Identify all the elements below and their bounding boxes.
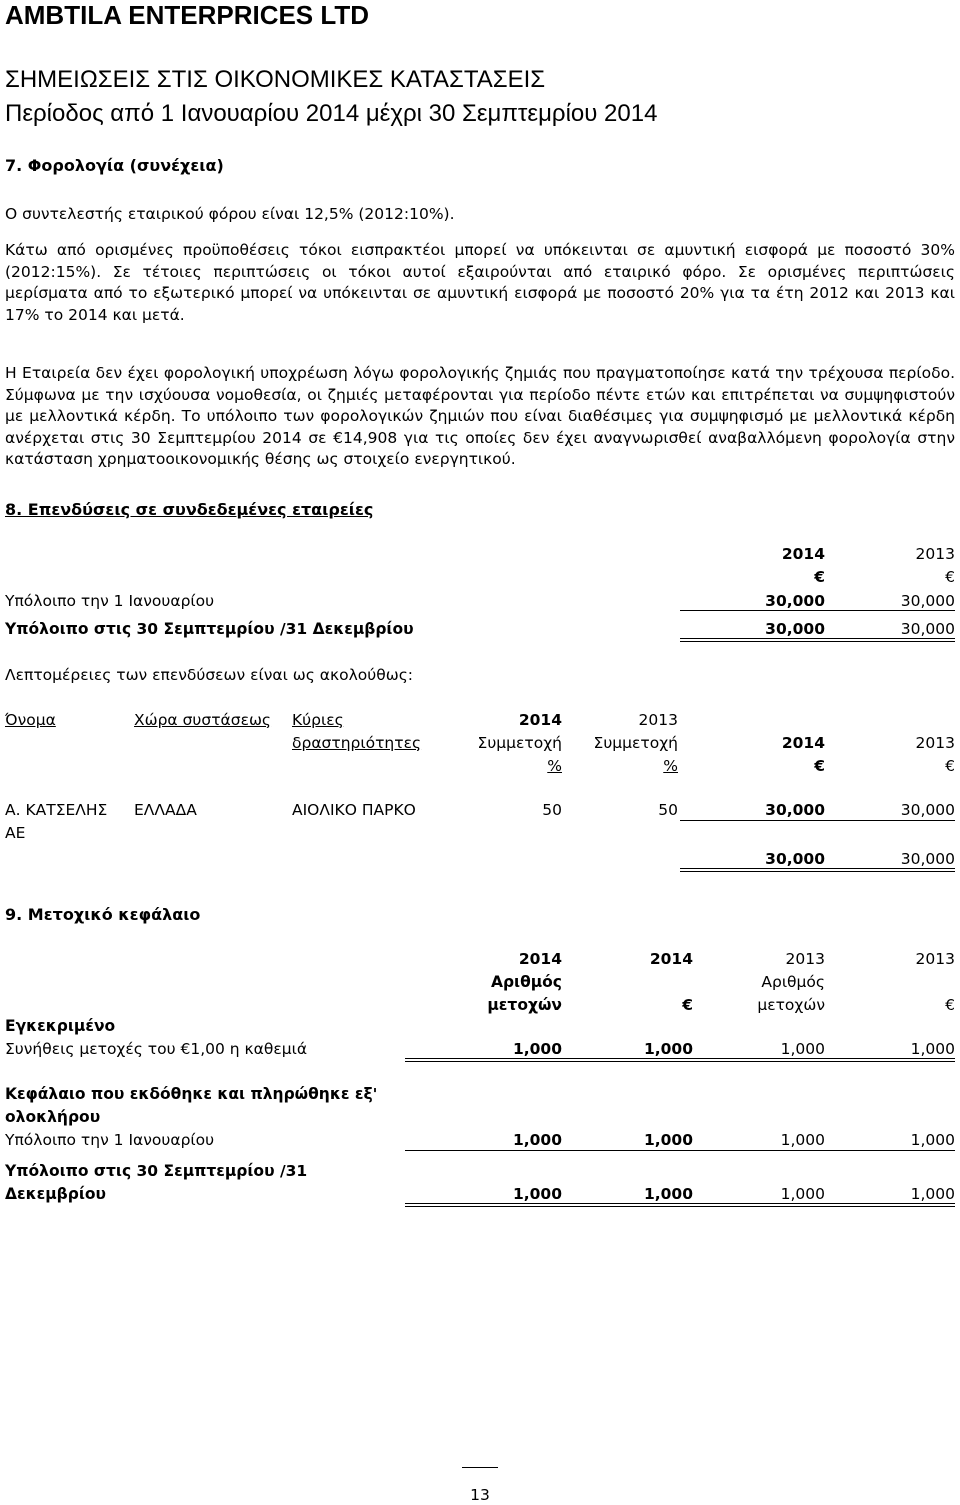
page-number-rule <box>462 1467 498 1468</box>
n9-opening-underline <box>405 1150 955 1151</box>
inv-total-double-underline <box>680 868 955 872</box>
currency-2013: € <box>945 568 955 586</box>
th-activity-2: δραστηριότητες <box>292 734 422 752</box>
note7-losses-paragraph: Η Εταιρεία δεν έχει φορολογική υποχρέωση λόγω φορολογικής ζημιάς που πραγματοποίησε κατά την τρέχουσα περίοδο. Σύμφωνα με την ισχύουσα νομοθεσία, οι ζημιές μεταφέρονται για περίοδο πέντε ετών και επιτρέπεται να συμψηφιστούν με μελλοντικά κέρδη. Το υπόλοιπο των φορολογικών ζημιών που είναι διαθέσιμες για συμψηφισμό με μελλοντικά κέρδη ανέρχεται στις 30 Σεμπτεμρίου 2014 σε €14,908 για τις οποίες δεν έχει αναγνωρισθεί αναβαλλόμενη φορολογία στην κατάσταση χρηματοοικονομικής θέσης ως στοιχείο ενεργητικού. <box>5 364 955 468</box>
investments-intro: Λεπτομέρειες των επενδύσεων είναι ως ακολούθως: <box>5 666 414 684</box>
col-2014: 2014 <box>781 545 825 563</box>
note7-tax-rate: Ο συντελεστής εταιρικού φόρου είναι 12,5% (2012:10%). <box>5 205 455 223</box>
company-name: AMBTILA ENTERPRICES LTD <box>5 0 369 30</box>
th-pct-2014: % <box>547 757 562 775</box>
issued-label-2: ολοκλήρου <box>5 1108 101 1126</box>
inv-total-2013: 30,000 <box>900 850 955 868</box>
n9-closing-eur-2014: 1,000 <box>643 1185 693 1203</box>
approved-label: Εγκεκριμένο <box>5 1017 116 1035</box>
n9-opening-shares-2014: 1,000 <box>512 1131 562 1149</box>
approved-row-label: Συνήθεις μετοχές του €1,00 η καθεμιά <box>5 1040 308 1058</box>
inv-pct-2013: 50 <box>658 801 678 819</box>
col-2013: 2013 <box>915 545 955 563</box>
inv-pct-2014: 50 <box>542 801 562 819</box>
approved-shares-2013: 1,000 <box>780 1040 825 1058</box>
n9-col1-year: 2014 <box>518 950 562 968</box>
th-country: Χώρα συστάσεως <box>134 711 272 729</box>
approved-shares-2014: 1,000 <box>512 1040 562 1058</box>
opening-balance-label: Υπόλοιπο την 1 Ιανουαρίου <box>5 592 215 610</box>
inv-activity: ΑΙΟΛΙΚΟ ΠΑΡΚΟ <box>292 801 416 819</box>
n9-col1-shares: μετοχών <box>487 996 562 1014</box>
n9-opening-shares-2013: 1,000 <box>780 1131 825 1149</box>
n9-col3-year: 2013 <box>785 950 825 968</box>
th-name: Όνομα <box>5 711 56 729</box>
th-part-2014: Συμμετοχή <box>477 734 562 752</box>
th-euro-2013: € <box>945 757 955 775</box>
closing-balance-label: Υπόλοιπο στις 30 Σεμπτεμρίου /31 Δεκεμβρίου <box>5 620 414 638</box>
th-part-year-2014: 2014 <box>518 711 562 729</box>
th-amount-2014: 2014 <box>781 734 825 752</box>
n9-col3-shares: μετοχών <box>757 996 825 1014</box>
n9-closing-eur-2013: 1,000 <box>910 1185 955 1203</box>
n9-opening-eur-2013: 1,000 <box>910 1131 955 1149</box>
document-title: ΣΗΜΕΙΩΣΕΙΣ ΣΤΙΣ ΟΙΚΟΝΟΜΙΚΕΣ ΚΑΤΑΣΤΑΣΕΙΣ <box>5 66 546 93</box>
approved-double-underline <box>405 1058 955 1062</box>
n9-closing-label-2: Δεκεμβρίου <box>5 1185 107 1203</box>
inv-name-1: Α. ΚΑΤΣΕΛΗΣ <box>5 801 108 819</box>
period-line: Περίοδος από 1 Ιανουαρίου 2014 μέχρι 30 Σεμπτεμρίου 2014 <box>5 100 658 127</box>
n9-opening-eur-2014: 1,000 <box>643 1131 693 1149</box>
inv-amount-2014: 30,000 <box>765 801 825 819</box>
th-amount-2013: 2013 <box>915 734 955 752</box>
th-part-year-2013: 2013 <box>638 711 678 729</box>
closing-balance-2014: 30,000 <box>765 620 825 638</box>
th-part-2013: Συμμετοχή <box>593 734 678 752</box>
n9-closing-shares-2014: 1,000 <box>512 1185 562 1203</box>
inv-underline <box>680 820 955 821</box>
note7-defence-paragraph: Κάτω από ορισμένες προϋποθέσεις τόκοι εισπρακτέοι μπορεί να υπόκεινται σε αμυντική εισφορά με ποσοστό 30% (2012:15%). Σε τέτοιες περιπτώσεις οι τόκοι αυτοί εξαιρούνται από εταιρικό φόρο. Σε ορισμένες περιπτώσεις μερίσματα από το εξωτερικό μπορεί να υπόκεινται σε αμυντική εισφορά με ποσοστό 20% για τα έτη 2012 και 2013 και 17% το 2014 και μετά. <box>5 241 955 324</box>
n9-col2-euro: € <box>682 996 693 1014</box>
opening-balance-2013: 30,000 <box>900 592 955 610</box>
n9-col3-number: Αριθμός <box>761 973 825 991</box>
n9-col2-year: 2014 <box>649 950 693 968</box>
note8-heading: 8. Επενδύσεις σε συνδεδεμένες εταιρείες <box>5 500 374 519</box>
inv-amount-2013: 30,000 <box>900 801 955 819</box>
approved-eur-2014: 1,000 <box>643 1040 693 1058</box>
opening-balance-2014: 30,000 <box>765 592 825 610</box>
th-pct-2013: % <box>663 757 678 775</box>
closing-double-underline <box>680 638 955 642</box>
inv-country: ΕΛΛΑΔΑ <box>134 801 197 819</box>
n9-col4-euro: € <box>945 996 955 1014</box>
n9-col4-year: 2013 <box>915 950 955 968</box>
page-number: 13 <box>470 1486 490 1504</box>
currency-2014: € <box>814 568 825 586</box>
inv-name-2: ΑΕ <box>5 824 26 842</box>
issued-label-1: Κεφάλαιο που εκδόθηκε και πληρώθηκε εξ' <box>5 1085 378 1103</box>
n9-closing-label-1: Υπόλοιπο στις 30 Σεμπτεμρίου /31 <box>5 1162 308 1180</box>
note7-heading: 7. Φορολογία (συνέχεια) <box>5 156 224 175</box>
th-euro-2014: € <box>814 757 825 775</box>
n9-col1-number: Αριθμός <box>490 973 562 991</box>
note9-heading: 9. Μετοχικό κεφάλαιο <box>5 905 201 924</box>
approved-eur-2013: 1,000 <box>910 1040 955 1058</box>
th-activity-1: Κύριες <box>292 711 344 729</box>
inv-total-2014: 30,000 <box>765 850 825 868</box>
closing-balance-2013: 30,000 <box>900 620 955 638</box>
n9-closing-double-underline <box>405 1203 955 1207</box>
opening-underline <box>680 610 955 611</box>
n9-closing-shares-2013: 1,000 <box>780 1185 825 1203</box>
n9-opening-label: Υπόλοιπο την 1 Ιανουαρίου <box>5 1131 215 1149</box>
